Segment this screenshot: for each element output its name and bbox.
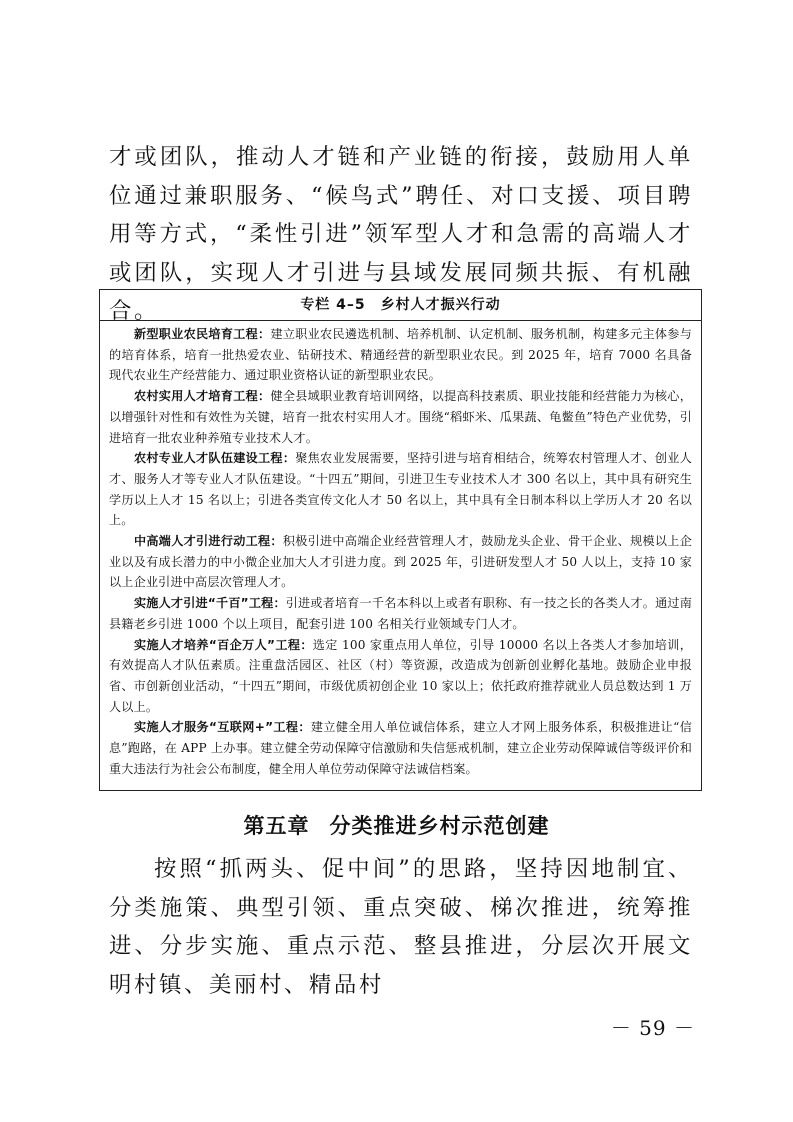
box-item-baiqi-wanren-project [109, 635, 692, 718]
box-item-heading: 农村专业人才队伍建设工程： [134, 451, 296, 466]
box-item-heading: 新型职业农民培育工程： [134, 327, 271, 341]
box-item-text: 建立健全用人单位诚信体系，建立人才网上服务体系，积极推进让“信息”跑路，在 APP 上办事。建立健全劳动保障守信激励和失信惩戒机制，建立企业劳动保障诚信等级评价和重大违法行为社会公布制度，健全用人单位劳动保障守法诚信档案。 [109, 720, 692, 776]
box-item-heading: 中高端人才引进行动工程： [134, 534, 283, 549]
box-item-heading: 农村实用人才培育工程： [134, 389, 271, 404]
box-item-text: 聚焦农业发展需要，坚持引进与培育相结合，统筹农村管理人才、创业人才、服务人才等专业人才队伍建设。“十四五”期间，引进卫生专业技术人才 300 名以上，其中具有研究生学历以上人才 15 名以上；引进各类宣传文化人才 50 名以上，其中具有全日制本科以上学历人才 20 名以上。 [109, 451, 692, 528]
feature-box-title: 专栏 4–5 乡村人才振兴行动 [100, 290, 701, 321]
feature-box-body [100, 321, 701, 779]
box-item-text: 健全县域职业教育培训网络，以提高科技素质、职业技能和经营能力为核心，以增强针对性和有效性为关键，培育一批农村实用人才。围绕“稻虾米、瓜果蔬、龟鳖鱼”特色产业优势，引进培育一批农业种养殖专业技术人才。 [109, 389, 693, 445]
box-item-text: 选定 100 家重点用人单位，引导 10000 名以上各类人才参加培训，有效提高人才队伍素质。注重盘活园区、社区（村）等资源，改造成为创新创业孵化基地。鼓励企业申报省、市创新创业活动，“十四五”期间，市级优质初创企业 10 家以上；依托政府推荐就业人员总数达到 1 万人以上。 [109, 637, 692, 714]
box-item-qianbai-project [109, 593, 692, 634]
box-item-high-end-talent [109, 531, 692, 593]
box-item-heading: 实施人才培养“百企万人”工程： [134, 637, 313, 652]
box-item-professional-team [109, 448, 692, 531]
page-number: － 59 － [610, 1016, 695, 1040]
box-item-text: 积极引进中高端企业经营管理人才，鼓励龙头企业、骨干企业、规模以上企业以及有成长潜力的中小微企业加大人才引进力度。到 2025 年，引进研发型人才 50 人以上，支持 10 家以上企业引进中高层次管理人才。 [109, 534, 692, 590]
box-item-heading: 实施人才服务“互联网+”工程： [134, 720, 311, 735]
box-item-text: 建立职业农民遴选机制、培养机制、认定机制、服务机制，构建多元主体参与的培育体系，培育一批热爱农业、钻研技术、精通经营的新型职业农民。到 2025 年，培育 7000 名具备现代农业生产经营能力、通过职业资格认证的新型职业农民。 [109, 327, 693, 383]
box-item-practical-talent [109, 386, 692, 448]
chapter-number: 第五章 [243, 814, 310, 838]
box-item-heading: 实施人才引进“千百”工程： [134, 596, 286, 611]
chapter-heading [0, 810, 793, 840]
chapter-title: 分类推进乡村示范创建 [329, 814, 550, 838]
box-item-internet-plus-project [109, 717, 692, 779]
intro-paragraph: 才或团队，推动人才链和产业链的衔接，鼓励用人单位通过兼职服务、“候鸟式”聘任、对口支援、项目聘用等方式，“柔性引进”领军型人才和急需的高端人才或团队，实现人才引进与县域发展同频共振、有机融合。 [109, 144, 693, 324]
feature-box [99, 289, 702, 791]
box-item-farmer-training [109, 324, 692, 386]
chapter-paragraph: 按照“抓两头、促中间”的思路，坚持因地制宜、分类施策、典型引领、重点突破、梯次推进，统筹推进、分步实施、重点示范、整县推进，分层次开展文明村镇、美丽村、精品村 [109, 856, 693, 998]
box-item-text: 引进或者培育一千名本科以上或者有职称、有一技之长的各类人才。通过南县籍老乡引进 1000 个以上项目，配套引进 100 名相关行业领域专门人才。 [109, 596, 692, 631]
